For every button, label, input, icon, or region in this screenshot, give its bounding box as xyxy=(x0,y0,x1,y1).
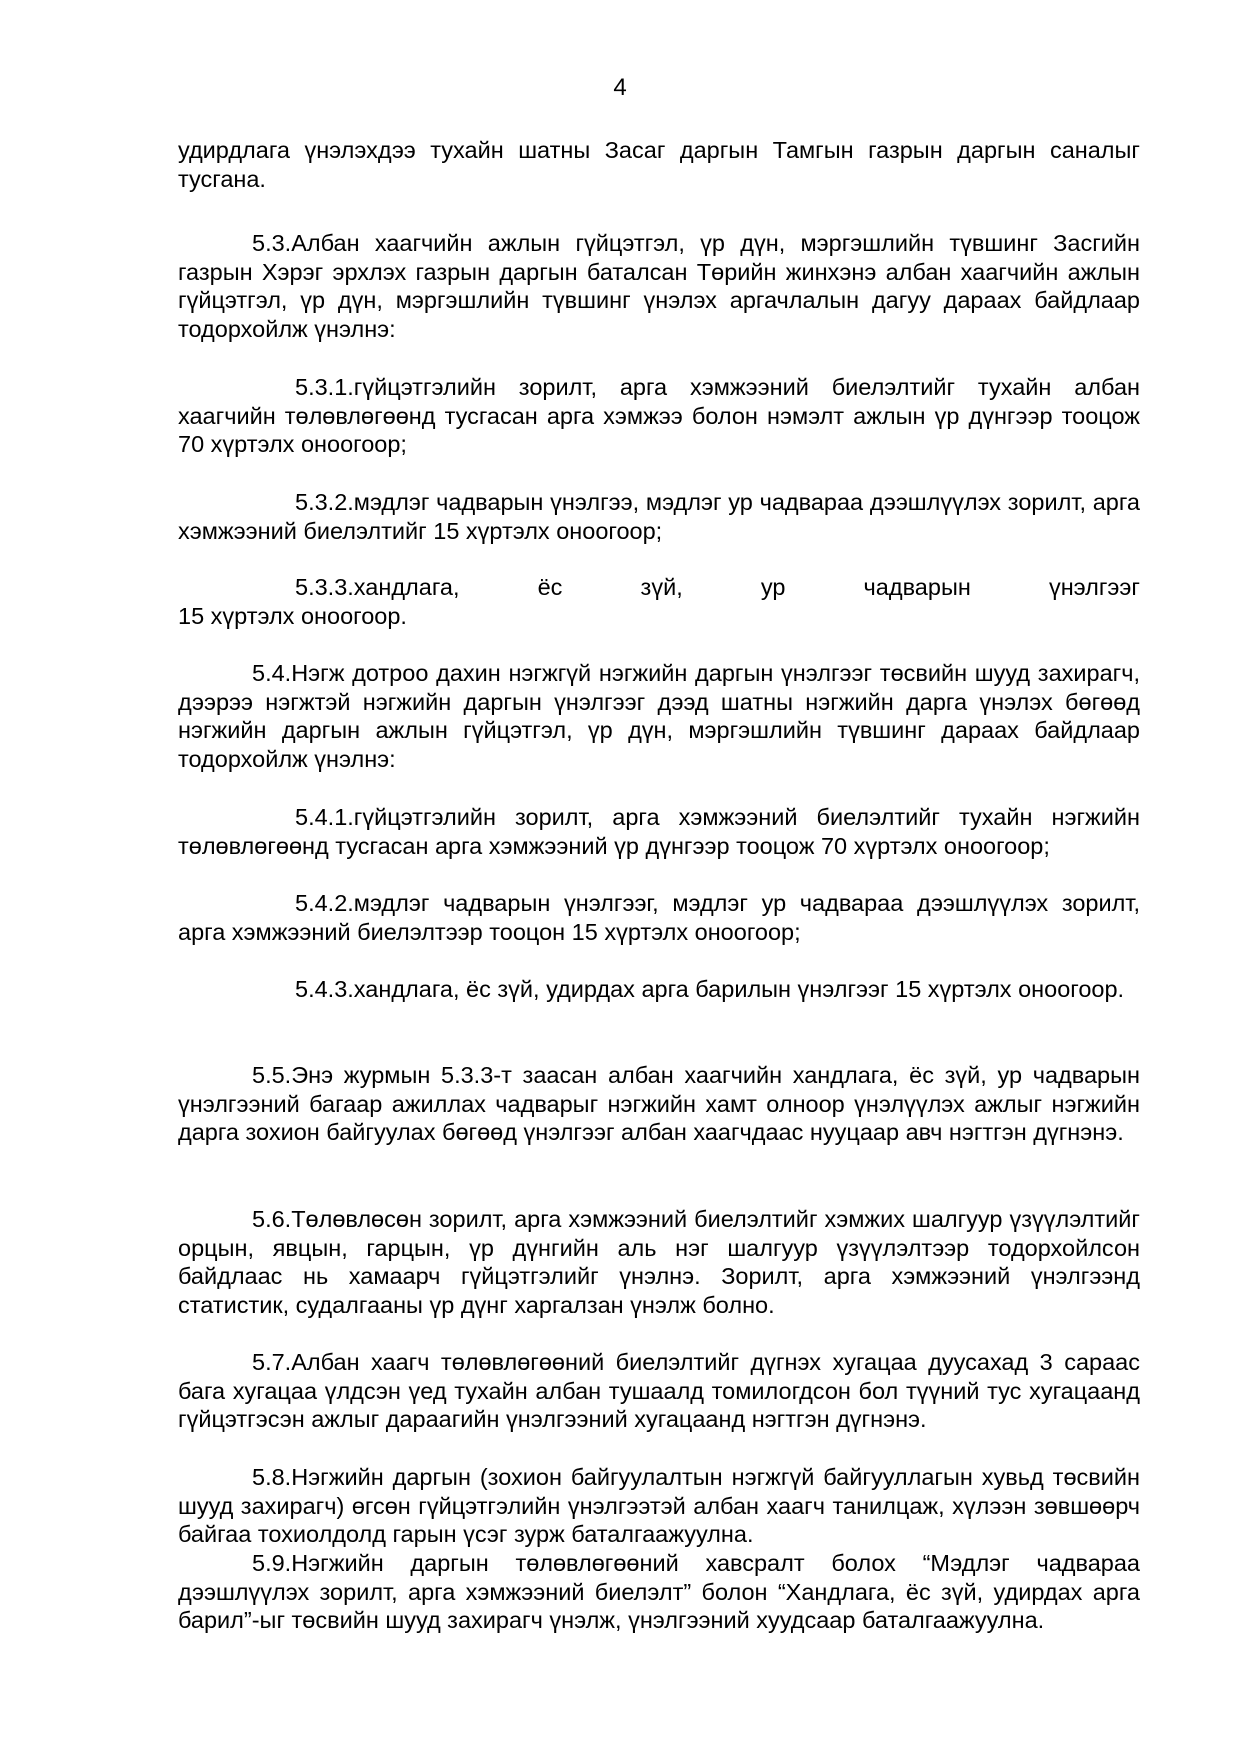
paragraph-5-5: 5.5.Энэ журмын 5.3.3-т заасан албан хаагчийн хандлага, ёс зүй, ур чадварын үнэлгээний багаар ажиллах чадварыг нэгжийн хамт олноор үнэлүүлэх ажлыг нэгжийн дарга зохион байгуулах бөгөөд үнэлгээг албан хаагчдаас нууцаар авч нэгтгэн дүгнэнэ. xyxy=(178,1062,1140,1145)
paragraph-5-3-2: 5.3.2.мэдлэг чадварын үнэлгээ, мэдлэг ур чадвараа дээшлүүлэх зорилт, арга хэмжээний биелэлтийг 15 хүртэлх оноогоор; xyxy=(178,489,1140,544)
paragraph-5-3: 5.3.Албан хаагчийн ажлын гүйцэтгэл, үр дүн, мэргэшлийн түвшинг Засгийн газрын Хэрэг эрхлэх газрын даргын баталсан Төрийн жинхэнэ албан хаагчийн ажлын гүйцэтгэл, үр дүн, мэргэшлийн түвшинг үнэлэх аргачлалын дагуу дараах байдлаар тодорхойлж үнэлнэ: xyxy=(178,230,1140,342)
paragraph-5-3-3-line1: 5.3.3.хандлага, ёс зүй, ур чадварын үнэлгээг xyxy=(295,574,1140,600)
page-number: 4 xyxy=(613,74,627,101)
paragraph-5-4: 5.4.Нэгж дотроо дахин нэгжгүй нэгжийн даргын үнэлгээг төсвийн шууд захирагч, дээрээ нэгжтэй нэгжийн даргын үнэлгээг дээд шатны нэгжийн дарга үнэлэх бөгөөд нэгжийн даргын ажлын гүйцэтгэл, үр дүн, мэргэшлийн түвшинг дараах байдлаар тодорхойлж үнэлнэ: xyxy=(178,660,1140,772)
paragraph-5-8: 5.8.Нэгжийн даргын (зохион байгуулалтын нэгжгүй байгууллагын хувьд төсвийн шууд захирагч) өгсөн гүйцэтгэлийн үнэлгээтэй албан хаагч танилцаж, хүлээн зөвшөөрч байгаа тохиолдолд гарын үсэг зурж баталгаажуулна. xyxy=(178,1464,1140,1547)
paragraph-5-3-3-line2: 15 хүртэлх оноогоор. xyxy=(178,603,407,629)
paragraph-5-7: 5.7.Албан хаагч төлөвлөгөөний биелэлтийг дүгнэх хугацаа дуусахад 3 сараас бага хугацаа үлдсэн үед тухайн албан тушаалд томилогдсон бол түүний тус хугацаанд гүйцэтгэсэн ажлыг дараагийн үнэлгээний хугацаанд нэгтгэн дүгнэнэ. xyxy=(178,1349,1140,1432)
paragraph-5-3-1: 5.3.1.гүйцэтгэлийн зорилт, арга хэмжээний биелэлтийг тухайн албан хаагчийн төлөвлөгөөнд тусгасан арга хэмжээ болон нэмэлт ажлын үр дүнгээр тооцож 70 хүртэлх оноогоор; xyxy=(178,374,1140,457)
paragraph-5-9: 5.9.Нэгжийн даргын төлөвлөгөөний хавсралт болох “Мэдлэг чадвараа дээшлүүлэх зорилт, арга хэмжээний биелэлт” болон “Хандлага, ёс зүй, удирдах арга барил”-ыг төсвийн шууд захирагч үнэлж, үнэлгээний хуудсаар баталгаажуулна. xyxy=(178,1550,1140,1633)
paragraph-5-6: 5.6.Төлөвлөсөн зорилт, арга хэмжээний биелэлтийг хэмжих шалгуур үзүүлэлтийг орцын, явцын, гарцын, үр дүнгийн аль нэг шалгуур үзүүлэлтээр тодорхойлсон байдлаас нь хамаарч гүйцэтгэлийг үнэлнэ. Зорилт, арга хэмжээний үнэлгээнд статистик, судалгааны үр дүнг харгалзан үнэлж болно. xyxy=(178,1206,1140,1318)
paragraph-5-4-1: 5.4.1.гүйцэтгэлийн зорилт, арга хэмжээний биелэлтийг тухайн нэгжийн төлөвлөгөөнд тусгасан арга хэмжээний үр дүнгээр тооцож 70 хүртэлх оноогоор; xyxy=(178,804,1140,859)
paragraph-continuation: удирдлага үнэлэхдээ тухайн шатны Засаг даргын Тамгын газрын даргын саналыг тусгана. xyxy=(178,137,1140,192)
paragraph-5-4-2: 5.4.2.мэдлэг чадварын үнэлгээг, мэдлэг ур чадвараа дээшлүүлэх зорилт, арга хэмжээний биелэлтээр тооцон 15 хүртэлх оноогоор; xyxy=(178,890,1140,945)
paragraph-5-4-3: 5.4.3.хандлага, ёс зүй, удирдах арга барилын үнэлгээг 15 хүртэлх оноогоор. xyxy=(295,976,1125,1002)
